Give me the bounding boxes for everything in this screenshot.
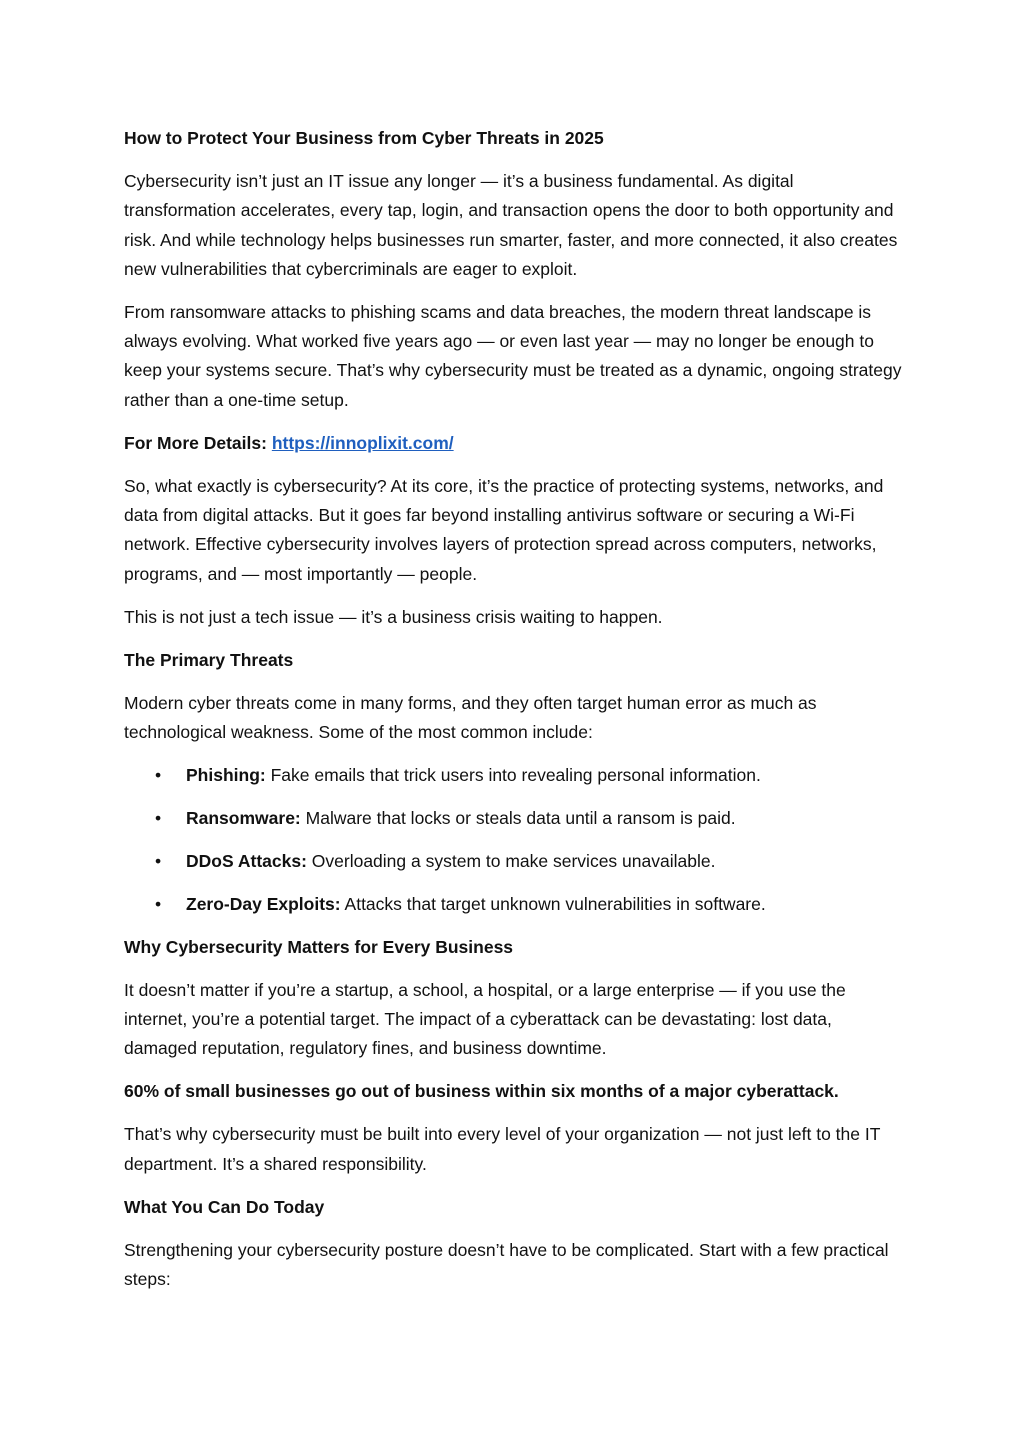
threat-description: Overloading a system to make services unavailable.: [311, 850, 716, 871]
bullet-icon: •: [155, 764, 162, 785]
threat-term: Ransomware:: [186, 807, 301, 828]
crisis-paragraph: This is not just a tech issue — it’s a business crisis waiting to happen.: [124, 606, 663, 627]
threat-term: Phishing:: [186, 764, 266, 785]
matters-heading: Why Cybersecurity Matters for Every Business: [124, 936, 514, 957]
document-body: [124, 124, 904, 1308]
today-heading: What You Can Do Today: [124, 1196, 325, 1217]
bullet-icon: •: [155, 850, 162, 871]
threat-description: Malware that locks or steals data until a ransom is paid.: [305, 807, 736, 828]
bullet-icon: •: [155, 893, 162, 914]
statistic-callout: 60% of small businesses go out of business within six months of a major cyberattack.: [124, 1081, 839, 1102]
threat-description: Attacks that target unknown vulnerabilities in software.: [344, 893, 766, 914]
details-line: [124, 429, 904, 458]
list-item: [124, 847, 904, 876]
threat-description: Fake emails that trick users into revealing personal information.: [270, 764, 761, 785]
threat-term: DDoS Attacks:: [186, 850, 307, 871]
responsibility-paragraph: That’s why cybersecurity must be built into every level of your organization — not just left to the IT department. It’s a shared responsibility.: [124, 1124, 881, 1174]
intro-paragraph-1: Cybersecurity isn’t just an IT issue any longer — it’s a business fundamental. As digital transformation accelerates, every tap, login, and transaction opens the door to both opportunity and risk. And while technology helps businesses run smarter, faster, and more connected, it also creates new vulnerabilities that cybercriminals are eager to exploit.: [124, 170, 898, 279]
details-label: For More Details:: [124, 432, 267, 453]
threats-list: [124, 761, 904, 919]
threats-paragraph: Modern cyber threats come in many forms, and they often target human error as much as technological weakness. Some of the most common include:: [124, 692, 817, 742]
details-link[interactable]: https://innoplixit.com/: [271, 432, 454, 453]
matters-paragraph: It doesn’t matter if you’re a startup, a school, a hospital, or a large enterprise — if you use the internet, you’re a potential target. The impact of a cyberattack can be devastating: lost data, damaged reputation, regulatory fines, and business downtime.: [124, 979, 846, 1059]
list-item: [124, 804, 904, 833]
threat-term: Zero-Day Exploits:: [186, 893, 341, 914]
list-item: [124, 890, 904, 919]
threats-heading: The Primary Threats: [124, 649, 294, 670]
intro-paragraph-2: From ransomware attacks to phishing scams and data breaches, the modern threat landscape is always evolving. What worked five years ago — or even last year — may no longer be enough to keep your systems secure. That’s why cybersecurity must be treated as a dynamic, ongoing strategy rather than a one-time setup.: [124, 301, 902, 410]
list-item: [124, 761, 904, 790]
bullet-icon: •: [155, 807, 162, 828]
definition-paragraph: So, what exactly is cybersecurity? At its core, it’s the practice of protecting systems, networks, and data from digital attacks. But it goes far beyond installing antivirus software or securing a Wi-Fi network. Effective cybersecurity involves layers of protection spread across computers, networks, programs, and — most importantly — people.: [124, 475, 884, 584]
page-title: How to Protect Your Business from Cyber Threats in 2025: [124, 128, 604, 148]
today-paragraph: Strengthening your cybersecurity posture doesn’t have to be complicated. Start with a few practical steps:: [124, 1239, 889, 1289]
